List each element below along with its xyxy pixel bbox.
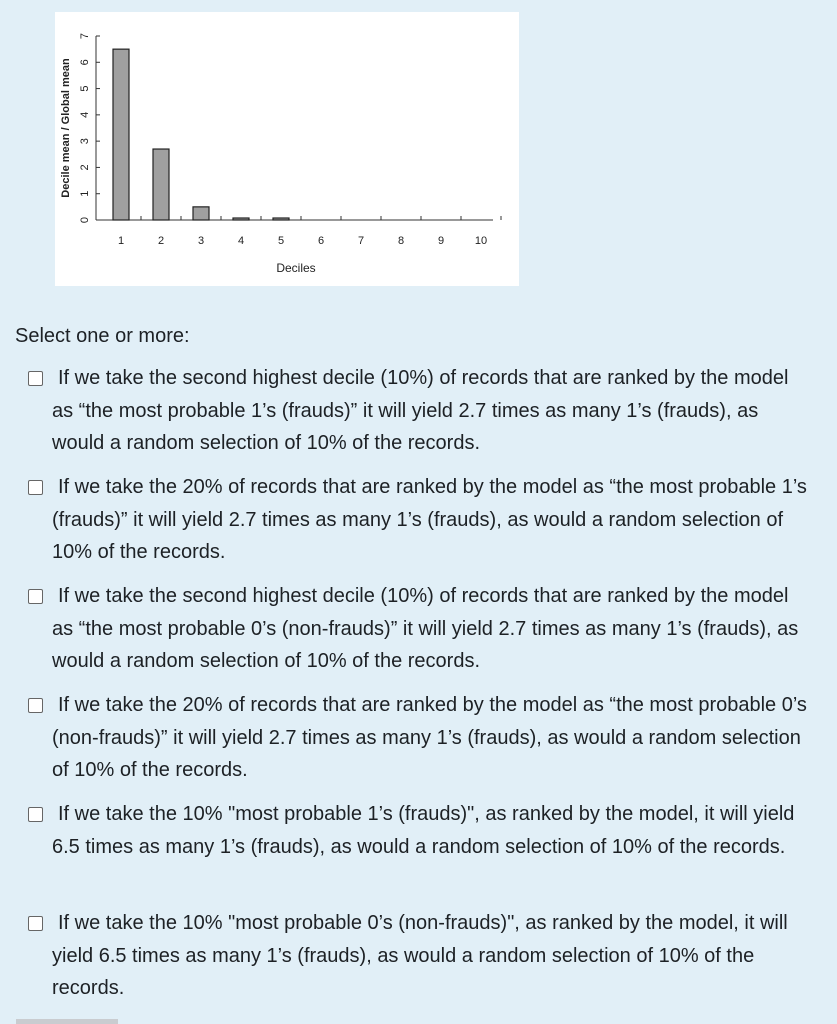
answer-option-label: If we take the 20% of records that are ranked by the model as “the most probable 1’s (frauds)” it will yield 2.7 times as many 1’s (frauds), as would a random selection of 10% of the records.: [52, 476, 807, 563]
y-axis-label: Decile mean / Global mean: [60, 58, 72, 198]
y-tick-label: 5: [79, 85, 91, 92]
checkbox[interactable]: [28, 916, 43, 931]
x-tick-label: 9: [437, 235, 445, 247]
bar: [193, 207, 209, 220]
answer-option[interactable]: [24, 798, 814, 863]
x-tick-label: 6: [317, 235, 325, 247]
answer-option-label: If we take the 10% "most probable 1’s (frauds)", as ranked by the model, it will yield 6.5 times as many 1’s (frauds), as would a random selection of 10% of the records.: [52, 803, 795, 858]
x-tick-label: 2: [157, 235, 165, 247]
bar: [113, 49, 129, 220]
x-tick-label: 8: [397, 235, 405, 247]
check-button-edge[interactable]: [16, 1019, 118, 1024]
x-tick-label: 4: [237, 235, 245, 247]
x-tick-label: 1: [117, 235, 125, 247]
checkbox[interactable]: [28, 480, 43, 495]
x-tick-label: 5: [277, 235, 285, 247]
answer-option[interactable]: [24, 689, 814, 787]
checkbox[interactable]: [28, 371, 43, 386]
bar: [233, 218, 249, 220]
y-tick-label: 4: [79, 111, 91, 118]
checkbox[interactable]: [28, 698, 43, 713]
answer-option-label: If we take the 20% of records that are ranked by the model as “the most probable 0’s (non-frauds)” it will yield 2.7 times as many 1’s (frauds), as would a random selection of 10% of the records.: [52, 694, 807, 781]
x-tick-label: 7: [357, 235, 365, 247]
answer-option[interactable]: [24, 580, 814, 678]
answer-option-label: If we take the second highest decile (10%) of records that are ranked by the model as “the most probable 0’s (non-frauds)” it will yield 2.7 times as many 1’s (frauds), as would a random selection of 10% of the records.: [52, 585, 799, 672]
x-tick-label: 10: [474, 235, 488, 247]
y-tick-label: 3: [79, 138, 91, 145]
checkbox[interactable]: [28, 807, 43, 822]
answer-option[interactable]: [24, 362, 814, 460]
x-axis-label: Deciles: [276, 261, 316, 275]
bar: [273, 218, 289, 220]
y-tick-label: 1: [79, 190, 91, 197]
answer-option[interactable]: [24, 471, 814, 569]
bar: [153, 149, 169, 220]
answer-option-label: If we take the second highest decile (10%) of records that are ranked by the model as “the most probable 1’s (frauds)” it will yield 2.7 times as many 1’s (frauds), as would a random selection of 10% of the records.: [52, 367, 789, 454]
checkbox[interactable]: [28, 589, 43, 604]
y-tick-label: 7: [79, 32, 91, 40]
question-prompt: Select one or more:: [15, 325, 190, 347]
answer-option-label: If we take the 10% "most probable 0’s (non-frauds)", as ranked by the model, it will yield 6.5 times as many 1’s (frauds), as would a random selection of 10% of the records.: [52, 912, 788, 999]
y-tick-label: 6: [79, 59, 91, 66]
y-tick-label: 0: [79, 216, 91, 224]
answer-option[interactable]: [24, 907, 814, 1005]
x-tick-label: 3: [197, 235, 205, 247]
decile-bar-chart: [55, 12, 519, 286]
y-tick-label: 2: [79, 164, 91, 171]
decile-chart: [55, 12, 519, 286]
